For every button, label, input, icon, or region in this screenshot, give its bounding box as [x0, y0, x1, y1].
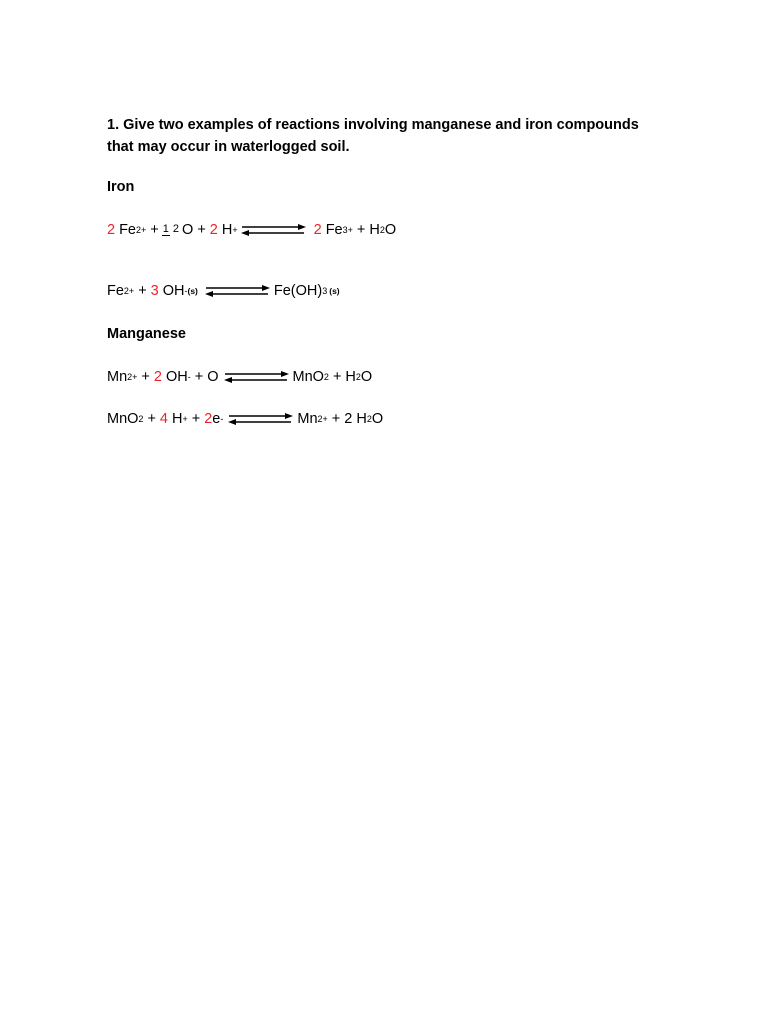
coefficient: 2	[209, 222, 218, 238]
species-o: + O	[194, 369, 219, 385]
plus-sign: +	[150, 222, 159, 238]
species-fe: Fe	[119, 222, 136, 238]
species-water-o: O	[384, 222, 397, 238]
manganese-equation-1: Mn 2+ + 2 OH - + O MnO 2 + H 2 O	[107, 369, 373, 385]
species-fe: Fe	[325, 222, 343, 238]
plus-sign: +	[147, 411, 156, 427]
species-oh: OH	[162, 283, 185, 299]
plus-sign: +	[197, 222, 206, 238]
coefficient: 2	[153, 369, 162, 385]
fraction-numerator: 1	[162, 223, 169, 235]
species-water-o: O	[371, 411, 384, 427]
coefficient: 2	[204, 411, 213, 427]
species-mno2: MnO	[107, 411, 139, 427]
coefficient: 3	[150, 283, 159, 299]
iron-heading: Iron	[107, 179, 135, 195]
iron-equation-2: Fe 2+ + 3 OH - (s) Fe(OH) 3 (s)	[107, 283, 340, 299]
species-water: + H	[356, 222, 380, 238]
species-h: H	[171, 411, 183, 427]
equilibrium-arrows-icon	[204, 284, 272, 298]
species-water: + 2 H	[331, 411, 367, 427]
equilibrium-arrows-icon	[240, 223, 308, 237]
species-h: H	[221, 222, 233, 238]
question-line-2: that may occur in waterlogged soil.	[107, 139, 350, 155]
question-text	[107, 114, 707, 158]
species-water-o: O	[360, 369, 373, 385]
plus-sign: +	[138, 283, 147, 299]
coefficient: 4	[159, 411, 168, 427]
species-water: + H	[332, 369, 356, 385]
coefficient: 2	[107, 222, 116, 238]
species-mn: Mn	[297, 411, 318, 427]
question-line-1: 1. Give two examples of reactions involving manganese and iron compounds	[107, 117, 639, 133]
plus-sign: +	[141, 369, 150, 385]
equilibrium-arrows-icon	[227, 412, 295, 426]
manganese-equation-2: MnO 2 + 4 H + + 2 e - Mn 2+ + 2 H 2 O	[107, 411, 384, 427]
species-o: O	[182, 222, 194, 238]
iron-equation-1: 2 Fe 2+ + 1 2 O + 2 H + 2 Fe 3+ + H 2 O	[107, 222, 397, 238]
plus-sign: +	[191, 411, 201, 427]
species-fe: Fe	[107, 283, 124, 299]
coefficient: 2	[313, 222, 322, 238]
species-mno2: MnO	[292, 369, 324, 385]
fraction-denominator: 2	[172, 223, 180, 235]
manganese-heading: Manganese	[107, 326, 186, 342]
species-e: e	[212, 411, 221, 427]
fraction-one-half	[162, 224, 179, 236]
species-fe-oh: Fe(OH)	[273, 283, 323, 299]
species-oh: OH	[165, 369, 188, 385]
equilibrium-arrows-icon	[223, 370, 291, 384]
species-mn: Mn	[107, 369, 128, 385]
